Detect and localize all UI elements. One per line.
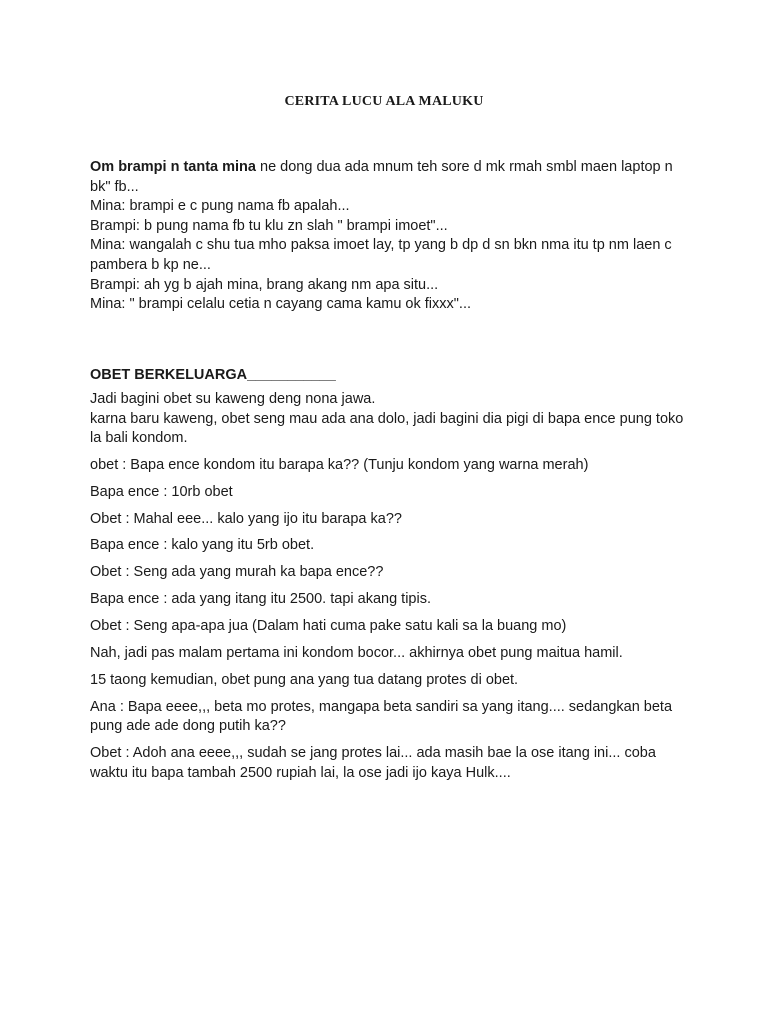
story1-line: Mina: brampi e c pung nama fb apalah... <box>90 198 350 215</box>
story-obet-berkeluarga <box>90 366 690 791</box>
story2-line: obet : Bapa ence kondom itu barapa ka?? (Tunju kondom yang warna merah) <box>90 456 589 473</box>
story2-line: Obet : Mahal eee... kalo yang ijo itu barapa ka?? <box>90 510 402 527</box>
story1-line: Mina: wangalah c shu tua mho paksa imoet lay, tp yang b dp d sn bkn nma itu tp nm laen c pambera b kp ne... <box>90 237 672 273</box>
story-brampi-mina <box>90 158 690 315</box>
story2-line: 15 taong kemudian, obet pung ana yang tua datang protes di obet. <box>90 671 519 688</box>
story2-line: Ana : Bapa eeee,,, beta mo protes, mangapa beta sandiri sa yang itang.... sedangkan beta pung ade ade dong putih ka?? <box>90 698 673 735</box>
story1-line: Brampi: b pung nama fb tu klu zn slah " brampi imoet"... <box>90 217 448 234</box>
story2-line: Bapa ence : ada yang itang itu 2500. tapi akang tipis. <box>90 591 431 608</box>
story2-intro-line: karna baru kaweng, obet seng mau ada ana dolo, jadi bagini dia pigi di bapa ence pung toko la bali kondom. <box>90 410 684 447</box>
story1-line: Mina: " brampi celalu cetia n cayang cama kamu ok fixxx"... <box>90 296 472 313</box>
story2-heading: OBET BERKELUARGA___________ <box>90 367 336 383</box>
document-title: CERITA LUCU ALA MALUKU <box>284 94 484 109</box>
story1-lead-rest: ne dong dua ada mnum teh sore d mk rmah smbl maen laptop n bk" fb... <box>90 159 673 195</box>
story2-intro <box>90 390 690 449</box>
story2-line: Bapa ence : kalo yang itu 5rb obet. <box>90 537 315 554</box>
story2-line: Obet : Adoh ana eeee,,, sudah se jang protes lai... ada masih bae la ose itang ini... coba waktu itu bapa tambah 2500 rupiah lai, la ose jadi ijo kaya Hulk.... <box>90 745 656 781</box>
story2-line: Obet : Seng ada yang murah ka bapa ence?? <box>90 564 384 581</box>
story2-line: Nah, jadi pas malam pertama ini kondom bocor... akhirnya obet pung maitua hamil. <box>90 645 623 662</box>
story2-line: Bapa ence : 10rb obet <box>90 483 233 500</box>
story2-intro-line: Jadi bagini obet su kaweng deng nona jawa. <box>90 391 376 407</box>
story2-line: Obet : Seng apa-apa jua (Dalam hati cuma pake satu kali sa la buang mo) <box>90 618 567 635</box>
story1-line: Brampi: ah yg b ajah mina, brang akang nm apa situ... <box>90 276 439 293</box>
story1-lead-bold: Om brampi n tanta mina <box>90 159 256 175</box>
story1-lead-paragraph <box>90 158 690 197</box>
